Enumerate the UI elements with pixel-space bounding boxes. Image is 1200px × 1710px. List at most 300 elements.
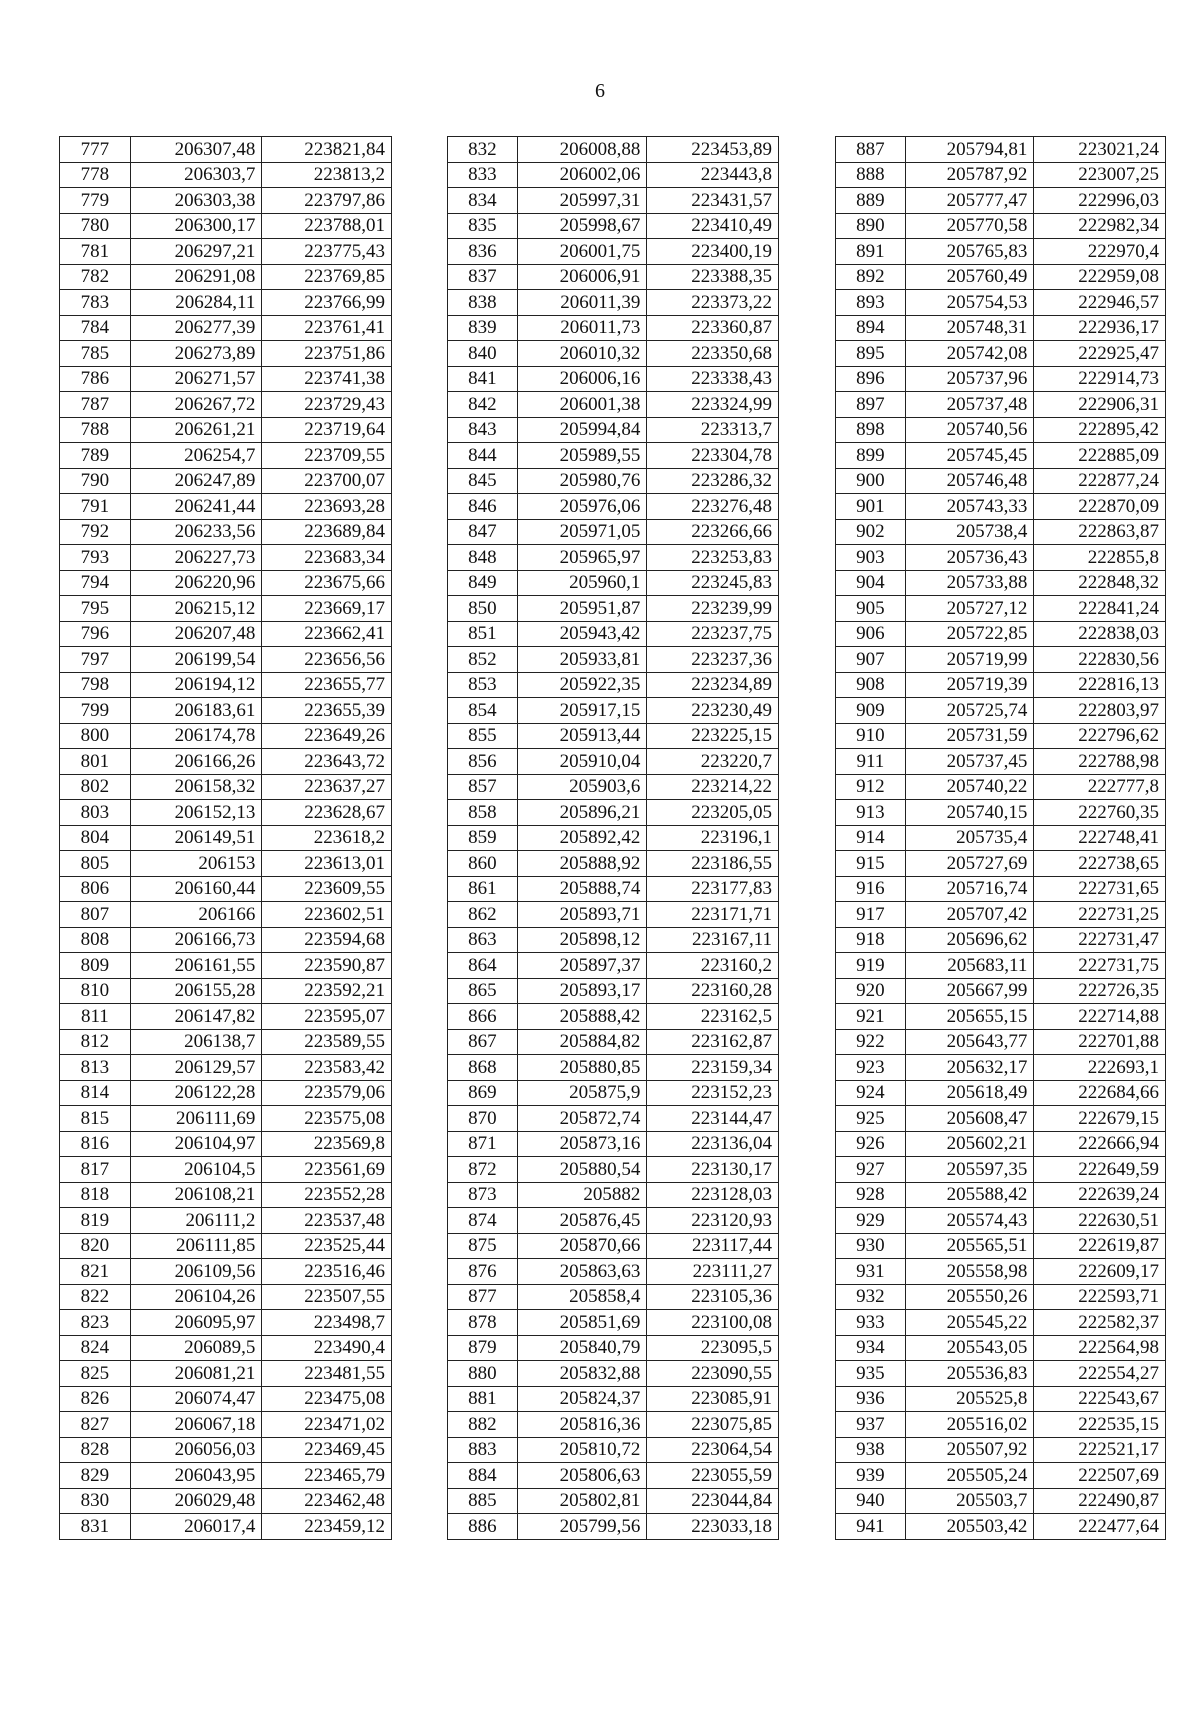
point-number-cell: 856 <box>448 749 518 775</box>
point-number-cell: 850 <box>448 596 518 622</box>
point-number-cell: 915 <box>836 851 906 877</box>
y-coordinate-cell: 223669,17 <box>262 596 392 622</box>
table-row <box>836 1106 1166 1132</box>
x-coordinate-cell: 205806,63 <box>517 1463 647 1489</box>
x-coordinate-cell: 206001,75 <box>517 239 647 265</box>
y-coordinate-cell: 222477,64 <box>1034 1514 1166 1540</box>
x-coordinate-cell: 205875,9 <box>517 1080 647 1106</box>
point-number-cell: 939 <box>836 1463 906 1489</box>
x-coordinate-cell: 206284,11 <box>130 290 262 316</box>
x-coordinate-cell: 205997,31 <box>517 188 647 214</box>
table-row <box>836 800 1166 826</box>
y-coordinate-cell: 223234,89 <box>647 672 779 698</box>
point-number-cell: 895 <box>836 341 906 367</box>
x-coordinate-cell: 205960,1 <box>517 570 647 596</box>
table-row <box>836 1361 1166 1387</box>
x-coordinate-cell: 205880,54 <box>517 1157 647 1183</box>
y-coordinate-cell: 223761,41 <box>262 315 392 341</box>
x-coordinate-cell: 205740,22 <box>905 774 1034 800</box>
table-row <box>836 647 1166 673</box>
table-row <box>60 723 392 749</box>
y-coordinate-cell: 222959,08 <box>1034 264 1166 290</box>
y-coordinate-cell: 222830,56 <box>1034 647 1166 673</box>
table-row <box>448 1182 779 1208</box>
x-coordinate-cell: 205896,21 <box>517 800 647 826</box>
y-coordinate-cell: 222521,17 <box>1034 1437 1166 1463</box>
point-number-cell: 903 <box>836 545 906 571</box>
x-coordinate-cell: 205574,43 <box>905 1208 1034 1234</box>
table-row <box>60 978 392 1004</box>
point-number-cell: 842 <box>448 392 518 418</box>
y-coordinate-cell: 222535,15 <box>1034 1412 1166 1438</box>
x-coordinate-cell: 205863,63 <box>517 1259 647 1285</box>
point-number-cell: 930 <box>836 1233 906 1259</box>
x-coordinate-cell: 205727,12 <box>905 596 1034 622</box>
table-row <box>836 672 1166 698</box>
table-row <box>448 621 779 647</box>
x-coordinate-cell: 205588,42 <box>905 1182 1034 1208</box>
point-number-cell: 922 <box>836 1029 906 1055</box>
table-row <box>448 1463 779 1489</box>
y-coordinate-cell: 223253,83 <box>647 545 779 571</box>
point-number-cell: 859 <box>448 825 518 851</box>
table-row <box>836 621 1166 647</box>
y-coordinate-cell: 222816,13 <box>1034 672 1166 698</box>
table-row <box>60 1182 392 1208</box>
x-coordinate-cell: 206155,28 <box>130 978 262 1004</box>
y-coordinate-cell: 223100,08 <box>647 1310 779 1336</box>
table-row <box>836 596 1166 622</box>
y-coordinate-cell: 222863,87 <box>1034 519 1166 545</box>
x-coordinate-cell: 205893,71 <box>517 902 647 928</box>
y-coordinate-cell: 223498,7 <box>262 1310 392 1336</box>
point-number-cell: 908 <box>836 672 906 698</box>
table-row <box>448 749 779 775</box>
table-row <box>60 188 392 214</box>
x-coordinate-cell: 206233,56 <box>130 519 262 545</box>
point-number-cell: 814 <box>60 1080 131 1106</box>
x-coordinate-cell: 205602,21 <box>905 1131 1034 1157</box>
x-coordinate-cell: 206194,12 <box>130 672 262 698</box>
table-row <box>60 953 392 979</box>
table-row <box>836 1259 1166 1285</box>
table-row <box>836 315 1166 341</box>
y-coordinate-cell: 223537,48 <box>262 1208 392 1234</box>
table-row <box>448 1157 779 1183</box>
x-coordinate-cell: 205565,51 <box>905 1233 1034 1259</box>
y-coordinate-cell: 223120,93 <box>647 1208 779 1234</box>
y-coordinate-cell: 223237,36 <box>647 647 779 673</box>
x-coordinate-cell: 206149,51 <box>130 825 262 851</box>
point-number-cell: 878 <box>448 1310 518 1336</box>
table-row <box>836 978 1166 1004</box>
y-coordinate-cell: 222748,41 <box>1034 825 1166 851</box>
y-coordinate-cell: 223044,84 <box>647 1488 779 1514</box>
point-number-cell: 869 <box>448 1080 518 1106</box>
point-number-cell: 883 <box>448 1437 518 1463</box>
table-row <box>60 1157 392 1183</box>
y-coordinate-cell: 223709,55 <box>262 443 392 469</box>
x-coordinate-cell: 206199,54 <box>130 647 262 673</box>
x-coordinate-cell: 206010,32 <box>517 341 647 367</box>
table-row <box>60 494 392 520</box>
point-number-cell: 778 <box>60 162 131 188</box>
table-row <box>836 213 1166 239</box>
x-coordinate-cell: 205737,48 <box>905 392 1034 418</box>
y-coordinate-cell: 223821,84 <box>262 137 392 163</box>
y-coordinate-cell: 222543,67 <box>1034 1386 1166 1412</box>
y-coordinate-cell: 222946,57 <box>1034 290 1166 316</box>
table-row <box>448 417 779 443</box>
y-coordinate-cell: 223594,68 <box>262 927 392 953</box>
y-coordinate-cell: 223683,34 <box>262 545 392 571</box>
y-coordinate-cell: 223561,69 <box>262 1157 392 1183</box>
x-coordinate-cell: 205716,74 <box>905 876 1034 902</box>
point-number-cell: 933 <box>836 1310 906 1336</box>
point-number-cell: 847 <box>448 519 518 545</box>
table-row <box>60 315 392 341</box>
y-coordinate-cell: 223693,28 <box>262 494 392 520</box>
x-coordinate-cell: 205880,85 <box>517 1055 647 1081</box>
y-coordinate-cell: 223590,87 <box>262 953 392 979</box>
y-coordinate-cell: 223130,17 <box>647 1157 779 1183</box>
point-number-cell: 786 <box>60 366 131 392</box>
x-coordinate-cell: 206017,4 <box>130 1514 262 1540</box>
point-number-cell: 877 <box>448 1284 518 1310</box>
y-coordinate-cell: 222490,87 <box>1034 1488 1166 1514</box>
table-row <box>60 1361 392 1387</box>
y-coordinate-cell: 223469,45 <box>262 1437 392 1463</box>
point-number-cell: 935 <box>836 1361 906 1387</box>
y-coordinate-cell: 223350,68 <box>647 341 779 367</box>
point-number-cell: 920 <box>836 978 906 1004</box>
x-coordinate-cell: 206220,96 <box>130 570 262 596</box>
point-number-cell: 917 <box>836 902 906 928</box>
point-number-cell: 781 <box>60 239 131 265</box>
table-row <box>60 749 392 775</box>
x-coordinate-cell: 205770,58 <box>905 213 1034 239</box>
table-row <box>836 1157 1166 1183</box>
x-coordinate-cell: 206307,48 <box>130 137 262 163</box>
table-row <box>60 1437 392 1463</box>
y-coordinate-cell: 223205,05 <box>647 800 779 826</box>
y-coordinate-cell: 222936,17 <box>1034 315 1166 341</box>
x-coordinate-cell: 206129,57 <box>130 1055 262 1081</box>
y-coordinate-cell: 223220,7 <box>647 749 779 775</box>
table-row <box>836 392 1166 418</box>
x-coordinate-cell: 205872,74 <box>517 1106 647 1132</box>
y-coordinate-cell: 223410,49 <box>647 213 779 239</box>
point-number-cell: 911 <box>836 749 906 775</box>
y-coordinate-cell: 223266,66 <box>647 519 779 545</box>
y-coordinate-cell: 222885,09 <box>1034 443 1166 469</box>
x-coordinate-cell: 205742,08 <box>905 341 1034 367</box>
point-number-cell: 923 <box>836 1055 906 1081</box>
table-row <box>60 647 392 673</box>
point-number-cell: 932 <box>836 1284 906 1310</box>
y-coordinate-cell: 222619,87 <box>1034 1233 1166 1259</box>
table-row <box>448 902 779 928</box>
table-row <box>448 1284 779 1310</box>
y-coordinate-cell: 223655,39 <box>262 698 392 724</box>
x-coordinate-cell: 205882 <box>517 1182 647 1208</box>
table-row <box>448 1106 779 1132</box>
y-coordinate-cell: 222788,98 <box>1034 749 1166 775</box>
x-coordinate-cell: 205971,05 <box>517 519 647 545</box>
y-coordinate-cell: 223797,86 <box>262 188 392 214</box>
table-row <box>60 570 392 596</box>
table-row <box>60 1284 392 1310</box>
table-row <box>836 519 1166 545</box>
y-coordinate-cell: 223575,08 <box>262 1106 392 1132</box>
table-row <box>448 570 779 596</box>
x-coordinate-cell: 205870,66 <box>517 1233 647 1259</box>
point-number-cell: 834 <box>448 188 518 214</box>
table-row <box>448 1259 779 1285</box>
x-coordinate-cell: 206166,73 <box>130 927 262 953</box>
y-coordinate-cell: 223675,66 <box>262 570 392 596</box>
y-coordinate-cell: 223388,35 <box>647 264 779 290</box>
table-row <box>60 596 392 622</box>
table-row <box>60 545 392 571</box>
point-number-cell: 783 <box>60 290 131 316</box>
point-number-cell: 906 <box>836 621 906 647</box>
x-coordinate-cell: 205736,43 <box>905 545 1034 571</box>
y-coordinate-cell: 223602,51 <box>262 902 392 928</box>
x-coordinate-cell: 205922,35 <box>517 672 647 698</box>
table-row <box>448 137 779 163</box>
y-coordinate-cell: 223788,01 <box>262 213 392 239</box>
table-row <box>448 1131 779 1157</box>
x-coordinate-cell: 206111,85 <box>130 1233 262 1259</box>
x-coordinate-cell: 205737,96 <box>905 366 1034 392</box>
y-coordinate-cell: 222738,65 <box>1034 851 1166 877</box>
x-coordinate-cell: 205787,92 <box>905 162 1034 188</box>
y-coordinate-cell: 222630,51 <box>1034 1208 1166 1234</box>
y-coordinate-cell: 223609,55 <box>262 876 392 902</box>
x-coordinate-cell: 205765,83 <box>905 239 1034 265</box>
point-number-cell: 888 <box>836 162 906 188</box>
y-coordinate-cell: 223276,48 <box>647 494 779 520</box>
x-coordinate-cell: 205503,42 <box>905 1514 1034 1540</box>
table-row <box>60 290 392 316</box>
table-row <box>448 647 779 673</box>
x-coordinate-cell: 205545,22 <box>905 1310 1034 1336</box>
y-coordinate-cell: 222639,24 <box>1034 1182 1166 1208</box>
y-coordinate-cell: 223196,1 <box>647 825 779 851</box>
point-number-cell: 874 <box>448 1208 518 1234</box>
y-coordinate-cell: 222582,37 <box>1034 1310 1166 1336</box>
table-row <box>448 672 779 698</box>
x-coordinate-cell: 206161,55 <box>130 953 262 979</box>
y-coordinate-cell: 223021,24 <box>1034 137 1166 163</box>
y-coordinate-cell: 223304,78 <box>647 443 779 469</box>
point-number-cell: 822 <box>60 1284 131 1310</box>
x-coordinate-cell: 205655,15 <box>905 1004 1034 1030</box>
point-number-cell: 936 <box>836 1386 906 1412</box>
table-row <box>836 1412 1166 1438</box>
point-number-cell: 866 <box>448 1004 518 1030</box>
y-coordinate-cell: 222593,71 <box>1034 1284 1166 1310</box>
point-number-cell: 919 <box>836 953 906 979</box>
y-coordinate-cell: 223245,83 <box>647 570 779 596</box>
x-coordinate-cell: 205892,42 <box>517 825 647 851</box>
y-coordinate-cell: 223741,38 <box>262 366 392 392</box>
x-coordinate-cell: 205799,56 <box>517 1514 647 1540</box>
point-number-cell: 941 <box>836 1514 906 1540</box>
point-number-cell: 823 <box>60 1310 131 1336</box>
table-row <box>448 468 779 494</box>
table-row <box>448 698 779 724</box>
point-number-cell: 784 <box>60 315 131 341</box>
point-number-cell: 796 <box>60 621 131 647</box>
x-coordinate-cell: 205898,12 <box>517 927 647 953</box>
point-number-cell: 806 <box>60 876 131 902</box>
y-coordinate-cell: 222914,73 <box>1034 366 1166 392</box>
y-coordinate-cell: 223465,79 <box>262 1463 392 1489</box>
point-number-cell: 810 <box>60 978 131 1004</box>
table-row <box>836 774 1166 800</box>
y-coordinate-cell: 223117,44 <box>647 1233 779 1259</box>
table-row <box>60 519 392 545</box>
table-row <box>836 239 1166 265</box>
point-number-cell: 934 <box>836 1335 906 1361</box>
point-number-cell: 897 <box>836 392 906 418</box>
point-number-cell: 918 <box>836 927 906 953</box>
x-coordinate-cell: 206153 <box>130 851 262 877</box>
x-coordinate-cell: 205608,47 <box>905 1106 1034 1132</box>
point-number-cell: 845 <box>448 468 518 494</box>
x-coordinate-cell: 206043,95 <box>130 1463 262 1489</box>
y-coordinate-cell: 223237,75 <box>647 621 779 647</box>
y-coordinate-cell: 223136,04 <box>647 1131 779 1157</box>
table-row <box>836 417 1166 443</box>
x-coordinate-cell: 205683,11 <box>905 953 1034 979</box>
point-number-cell: 846 <box>448 494 518 520</box>
point-number-cell: 873 <box>448 1182 518 1208</box>
y-coordinate-cell: 222731,75 <box>1034 953 1166 979</box>
x-coordinate-cell: 206227,73 <box>130 545 262 571</box>
point-number-cell: 780 <box>60 213 131 239</box>
y-coordinate-cell: 223618,2 <box>262 825 392 851</box>
x-coordinate-cell: 205536,83 <box>905 1361 1034 1387</box>
point-number-cell: 851 <box>448 621 518 647</box>
point-number-cell: 841 <box>448 366 518 392</box>
point-number-cell: 849 <box>448 570 518 596</box>
y-coordinate-cell: 223360,87 <box>647 315 779 341</box>
table-row <box>448 723 779 749</box>
point-number-cell: 894 <box>836 315 906 341</box>
point-number-cell: 905 <box>836 596 906 622</box>
y-coordinate-cell: 222760,35 <box>1034 800 1166 826</box>
point-number-cell: 793 <box>60 545 131 571</box>
x-coordinate-cell: 206303,38 <box>130 188 262 214</box>
table-row <box>448 1335 779 1361</box>
y-coordinate-cell: 223643,72 <box>262 749 392 775</box>
y-coordinate-cell: 222701,88 <box>1034 1029 1166 1055</box>
x-coordinate-cell: 205876,45 <box>517 1208 647 1234</box>
point-number-cell: 815 <box>60 1106 131 1132</box>
y-coordinate-cell: 223400,19 <box>647 239 779 265</box>
table-row <box>60 1106 392 1132</box>
y-coordinate-cell: 223225,15 <box>647 723 779 749</box>
x-coordinate-cell: 206029,48 <box>130 1488 262 1514</box>
x-coordinate-cell: 206300,17 <box>130 213 262 239</box>
x-coordinate-cell: 206011,73 <box>517 315 647 341</box>
x-coordinate-cell: 205696,62 <box>905 927 1034 953</box>
x-coordinate-cell: 205505,24 <box>905 1463 1034 1489</box>
point-number-cell: 853 <box>448 672 518 698</box>
table-row <box>60 927 392 953</box>
y-coordinate-cell: 222925,47 <box>1034 341 1166 367</box>
point-number-cell: 811 <box>60 1004 131 1030</box>
y-coordinate-cell: 223144,47 <box>647 1106 779 1132</box>
y-coordinate-cell: 223105,36 <box>647 1284 779 1310</box>
x-coordinate-cell: 205897,37 <box>517 953 647 979</box>
table-row <box>836 902 1166 928</box>
table-row <box>448 978 779 1004</box>
point-number-cell: 777 <box>60 137 131 163</box>
x-coordinate-cell: 206067,18 <box>130 1412 262 1438</box>
y-coordinate-cell: 222796,62 <box>1034 723 1166 749</box>
table-row <box>60 239 392 265</box>
x-coordinate-cell: 206207,48 <box>130 621 262 647</box>
table-row <box>448 545 779 571</box>
y-coordinate-cell: 223167,11 <box>647 927 779 953</box>
x-coordinate-cell: 205910,04 <box>517 749 647 775</box>
table-row <box>448 1029 779 1055</box>
table-row <box>448 1412 779 1438</box>
table-row <box>836 927 1166 953</box>
y-coordinate-cell: 222838,03 <box>1034 621 1166 647</box>
x-coordinate-cell: 206104,97 <box>130 1131 262 1157</box>
x-coordinate-cell: 206006,16 <box>517 366 647 392</box>
y-coordinate-cell: 223471,02 <box>262 1412 392 1438</box>
table-row <box>836 1208 1166 1234</box>
coordinates-table-2 <box>447 136 779 1540</box>
y-coordinate-cell: 223490,4 <box>262 1335 392 1361</box>
y-coordinate-cell: 223719,64 <box>262 417 392 443</box>
y-coordinate-cell: 222895,42 <box>1034 417 1166 443</box>
y-coordinate-cell: 223085,91 <box>647 1386 779 1412</box>
x-coordinate-cell: 205754,53 <box>905 290 1034 316</box>
table-row <box>448 851 779 877</box>
x-coordinate-cell: 205748,31 <box>905 315 1034 341</box>
y-coordinate-cell: 222609,17 <box>1034 1259 1166 1285</box>
point-number-cell: 843 <box>448 417 518 443</box>
x-coordinate-cell: 206111,69 <box>130 1106 262 1132</box>
y-coordinate-cell: 222970,4 <box>1034 239 1166 265</box>
table-row <box>448 1361 779 1387</box>
table-row <box>60 851 392 877</box>
x-coordinate-cell: 206109,56 <box>130 1259 262 1285</box>
point-number-cell: 826 <box>60 1386 131 1412</box>
point-number-cell: 860 <box>448 851 518 877</box>
table-row <box>60 1310 392 1336</box>
y-coordinate-cell: 223338,43 <box>647 366 779 392</box>
table-row <box>836 443 1166 469</box>
point-number-cell: 824 <box>60 1335 131 1361</box>
table-row <box>60 800 392 826</box>
point-number-cell: 838 <box>448 290 518 316</box>
point-number-cell: 785 <box>60 341 131 367</box>
y-coordinate-cell: 223111,27 <box>647 1259 779 1285</box>
y-coordinate-cell: 223286,32 <box>647 468 779 494</box>
table-row <box>448 519 779 545</box>
point-number-cell: 886 <box>448 1514 518 1540</box>
point-number-cell: 916 <box>836 876 906 902</box>
point-number-cell: 891 <box>836 239 906 265</box>
